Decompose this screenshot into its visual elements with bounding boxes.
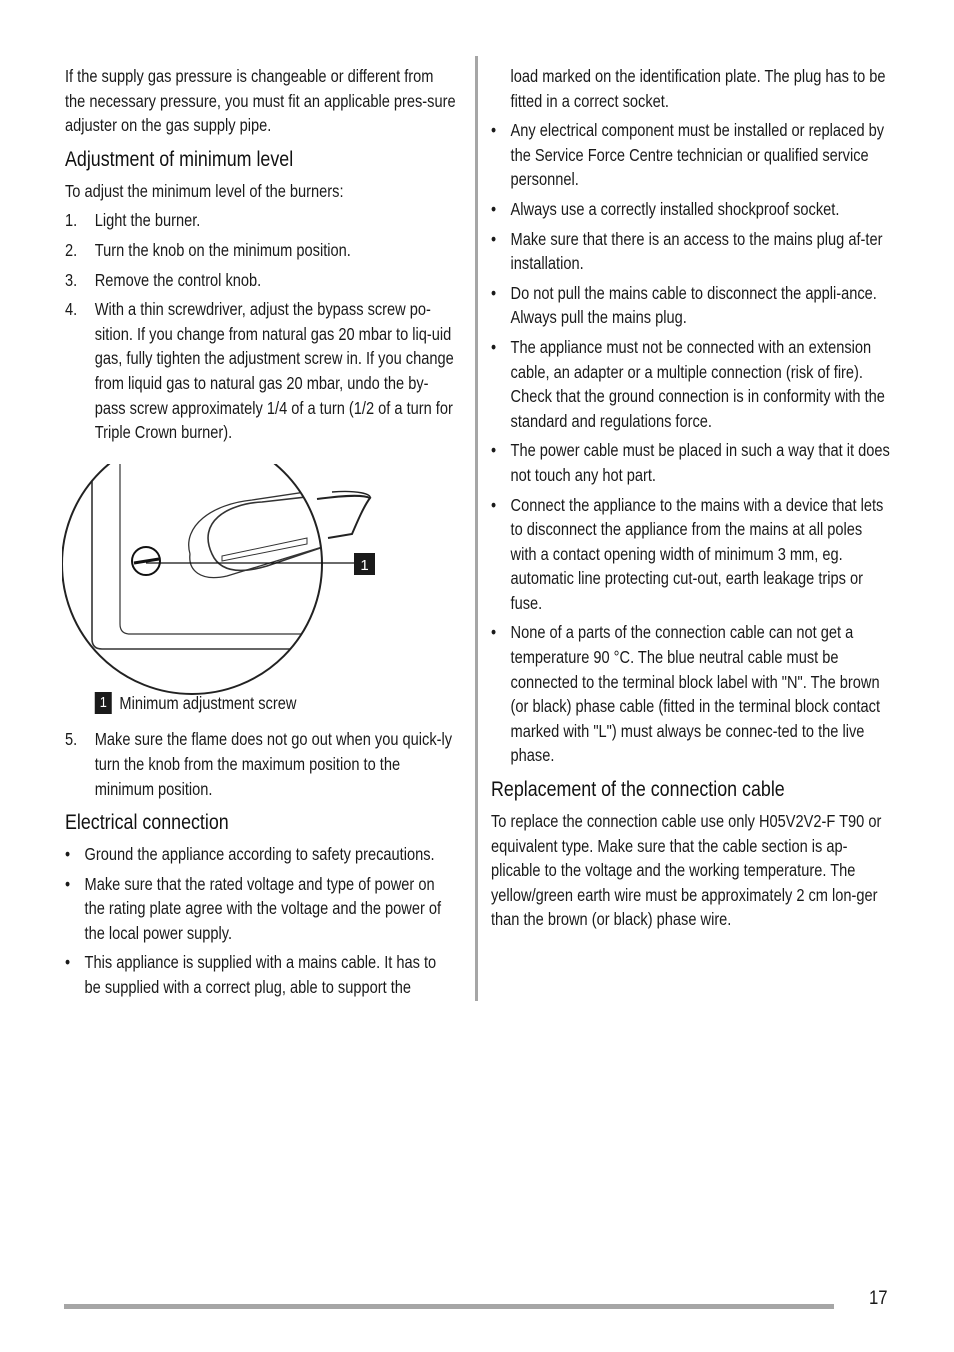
bullet-glyph: • — [491, 440, 497, 461]
bullet-continuation — [491, 64, 891, 113]
bullet-item — [65, 950, 456, 999]
step-text: With a thin screwdriver, adjust the bypass screw po-sition. If you change from natural gas 20 mbar to liq-uid gas, fully tighten the adjustment screw in. If you change from liquid gas to natural gas 20 mbar, undo the by-pass screw approximately 1/4 of a turn (1/2 of a turn for Triple Crown burner). — [94, 299, 454, 443]
caption-text: Minimum adjustment screw — [119, 692, 297, 713]
callout-number: 1 — [360, 557, 369, 574]
bullet-text: Make sure that the rated voltage and type of power on the rating plate agree with the voltage and the power of the local power supply. — [84, 873, 442, 943]
step-number: 3. — [65, 269, 78, 290]
knob-tip — [317, 496, 370, 538]
bullet-glyph: • — [65, 873, 71, 894]
bullet-glyph: • — [491, 120, 497, 141]
bullet-text: This appliance is supplied with a mains cable. It has to be supplied with a correct plug, able to support the — [84, 952, 437, 998]
bullet-text: Do not pull the mains cable to disconnect the appli-ance. Always pull the mains plug. — [510, 282, 877, 328]
detail-circle — [62, 464, 322, 694]
bullet-item — [491, 493, 891, 616]
bullet-item — [491, 118, 891, 192]
bullet-glyph: • — [65, 844, 71, 865]
bullet-text: Any electrical component must be installed or replaced by the Service Force Centre technician or qualified service personnel. — [510, 120, 885, 190]
electrical-heading: Electrical connection — [65, 811, 229, 835]
step-item — [65, 238, 456, 263]
bullet-text: The power cable must be placed in such a way that it does not touch any hot part. — [510, 440, 890, 485]
bullet-item — [65, 872, 456, 946]
right-column — [491, 64, 891, 939]
step-number: 1. — [65, 210, 78, 231]
step-text: Remove the control knob. — [94, 269, 262, 290]
step-text: Turn the knob on the minimum position. — [94, 239, 351, 260]
bullet-glyph: • — [65, 952, 71, 973]
caption-number-badge: 1 — [95, 692, 112, 714]
step-item — [65, 297, 456, 445]
bullet-glyph: • — [491, 494, 497, 515]
bullet-glyph: • — [491, 336, 497, 357]
step-number: 4. — [65, 299, 78, 320]
step-item — [65, 208, 456, 233]
continuation-text: load marked on the identification plate. The plug has to be fitted in a correct socket. — [510, 66, 886, 111]
bullet-text: Ground the appliance according to safety precautions. — [84, 844, 435, 865]
bullet-item — [491, 438, 891, 487]
footer-rule — [64, 1304, 834, 1309]
bullet-text: Always use a correctly installed shockproof socket. — [510, 198, 840, 219]
step-item — [65, 727, 456, 801]
intro-paragraph: If the supply gas pressure is changeable or different from the necessary pressure, you must fit an applicable pres-sure adjuster on the gas supply pipe. — [65, 66, 456, 136]
bullet-glyph: • — [491, 228, 497, 249]
panel-inner-edge — [120, 464, 362, 634]
knob-adjustment-illustration — [62, 464, 412, 696]
step-text: Make sure the flame does not go out when you quick-ly turn the knob from the maximum position to the minimum position. — [94, 729, 453, 799]
column-divider — [475, 56, 478, 1001]
bullet-glyph: • — [491, 198, 497, 219]
replacement-paragraph: To replace the connection cable use only H05V2V2-F T90 or equivalent type. Make sure that the cable section is ap-plicable to the voltage and the working temperature. The yellow/green earth wire must be approximately 2 cm lon-ger than the brown (or black) phase wire. — [491, 811, 882, 930]
step-text: Light the burner. — [94, 210, 201, 231]
bullet-item — [491, 620, 891, 768]
bullet-glyph: • — [491, 282, 497, 303]
adjustment-heading: Adjustment of minimum level — [65, 147, 294, 171]
knob-spindle-edge — [189, 488, 332, 554]
bullet-item — [491, 227, 891, 276]
bullet-text: Make sure that there is an access to the mains plug af-ter installation. — [510, 228, 883, 274]
step-item — [65, 268, 456, 293]
bullet-text: The appliance must not be connected with an extension cable, an adapter or a multiple connection (risk of fire). Check that the ground connection is in conformity with the standard and regulations force. — [510, 336, 885, 431]
bullet-item — [491, 335, 891, 433]
bullet-text: None of a parts of the connection cable can not get a temperature 90 °C. The blue neutral cable must be connected to the terminal block label with "N". The brown (or black) phase cable (fitted in the terminal block contact marked with "L") must always be connec-ted to the live phase. — [510, 622, 881, 766]
bullet-glyph: • — [491, 622, 497, 643]
bullet-item — [491, 281, 891, 330]
step-number: 2. — [65, 239, 78, 260]
replacement-heading: Replacement of the connection cable — [491, 778, 785, 802]
page-number: 17 — [869, 1288, 888, 1309]
adjustment-lead: To adjust the minimum level of the burners: — [65, 180, 344, 201]
step-number: 5. — [65, 729, 78, 750]
bullet-text: Connect the appliance to the mains with a device that lets to disconnect the appliance from the mains at all poles with a contact opening width of minimum 3 mm, eg. automatic line protecting cut-out, earth leakage trips or fuse. — [510, 494, 884, 613]
bullet-item — [65, 842, 456, 867]
knob-spindle-lower-edge — [190, 544, 332, 578]
bullet-item — [491, 197, 891, 222]
bullet-indent — [491, 64, 511, 113]
